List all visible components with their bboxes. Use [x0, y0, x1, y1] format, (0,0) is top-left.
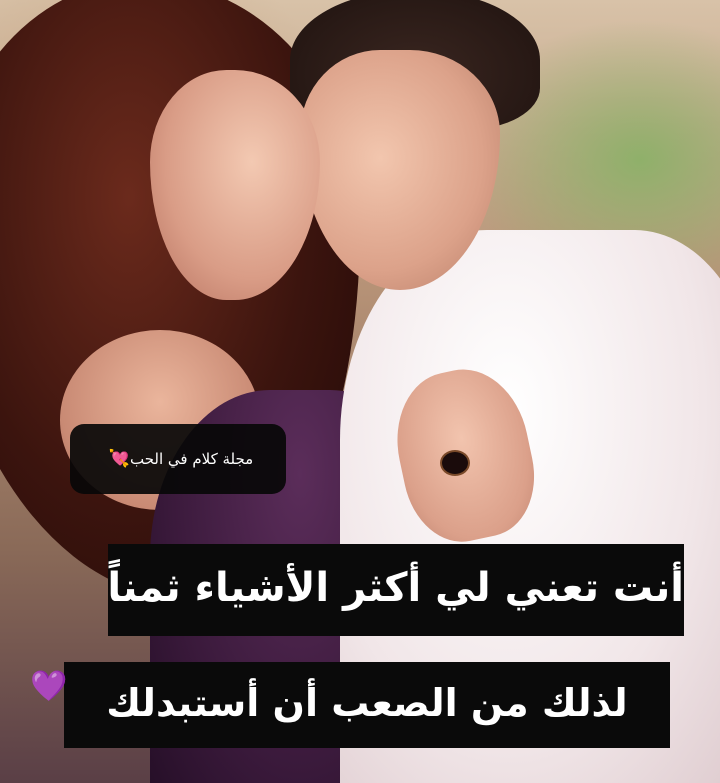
heart-arrow-icon: 💘	[108, 449, 130, 469]
purple-heart-icon: 💜	[30, 670, 68, 703]
ring	[440, 450, 470, 476]
badge-label: مجلة كلام في الحب	[129, 450, 254, 468]
caption-line-1: أنت تعني لي أكثر الأشياء ثمناً	[108, 544, 684, 636]
caption-line-2: لذلك من الصعب أن أستبدلك	[64, 662, 670, 748]
magazine-badge	[70, 424, 286, 494]
